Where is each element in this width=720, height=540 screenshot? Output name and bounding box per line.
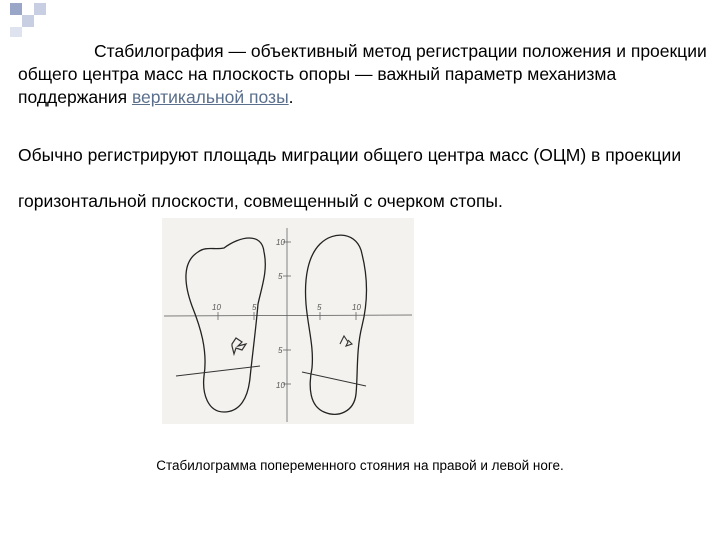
right-sway-trace [340, 336, 352, 346]
stabilogram-figure [162, 218, 414, 424]
axis-label: 10 [276, 238, 285, 247]
axis-label: 5 [278, 272, 283, 281]
left-sway-trace [232, 338, 246, 354]
left-foot-outline [186, 238, 265, 412]
deco-square [10, 27, 22, 37]
deco-square [34, 3, 46, 15]
paragraph-text: Стабилография — объективный метод регистрации положения и проекции общего центра масс на плоскость опоры — важный параметр механизма поддержания [18, 41, 707, 107]
axis-label: 5 [278, 346, 283, 355]
axis-label: 10 [352, 303, 361, 312]
axis-label: 10 [276, 381, 285, 390]
deco-square [22, 15, 34, 27]
figure-caption: Стабилограмма попеременного стояния на правой и левой ноге. [156, 458, 564, 473]
axis-label: 5 [317, 303, 322, 312]
axis-label: 5 [252, 303, 257, 312]
paragraph-definition [18, 40, 708, 109]
horizontal-axis [164, 315, 412, 316]
paragraph-registration: Обычно регистрируют площадь миграции общего центра масс (ОЦМ) в проекции горизонтальной плоскости, совмещенный с очерком стопы. [18, 145, 682, 211]
left-heel-line [176, 366, 260, 376]
vertical-posture-link[interactable]: вертикальной позы [131, 87, 289, 107]
stabilogram-image [162, 218, 414, 424]
paragraph-text-end: . [288, 87, 294, 107]
right-foot-outline [306, 235, 367, 414]
decorative-squares [0, 0, 60, 40]
axis-label: 10 [212, 303, 221, 312]
deco-square [10, 3, 22, 15]
